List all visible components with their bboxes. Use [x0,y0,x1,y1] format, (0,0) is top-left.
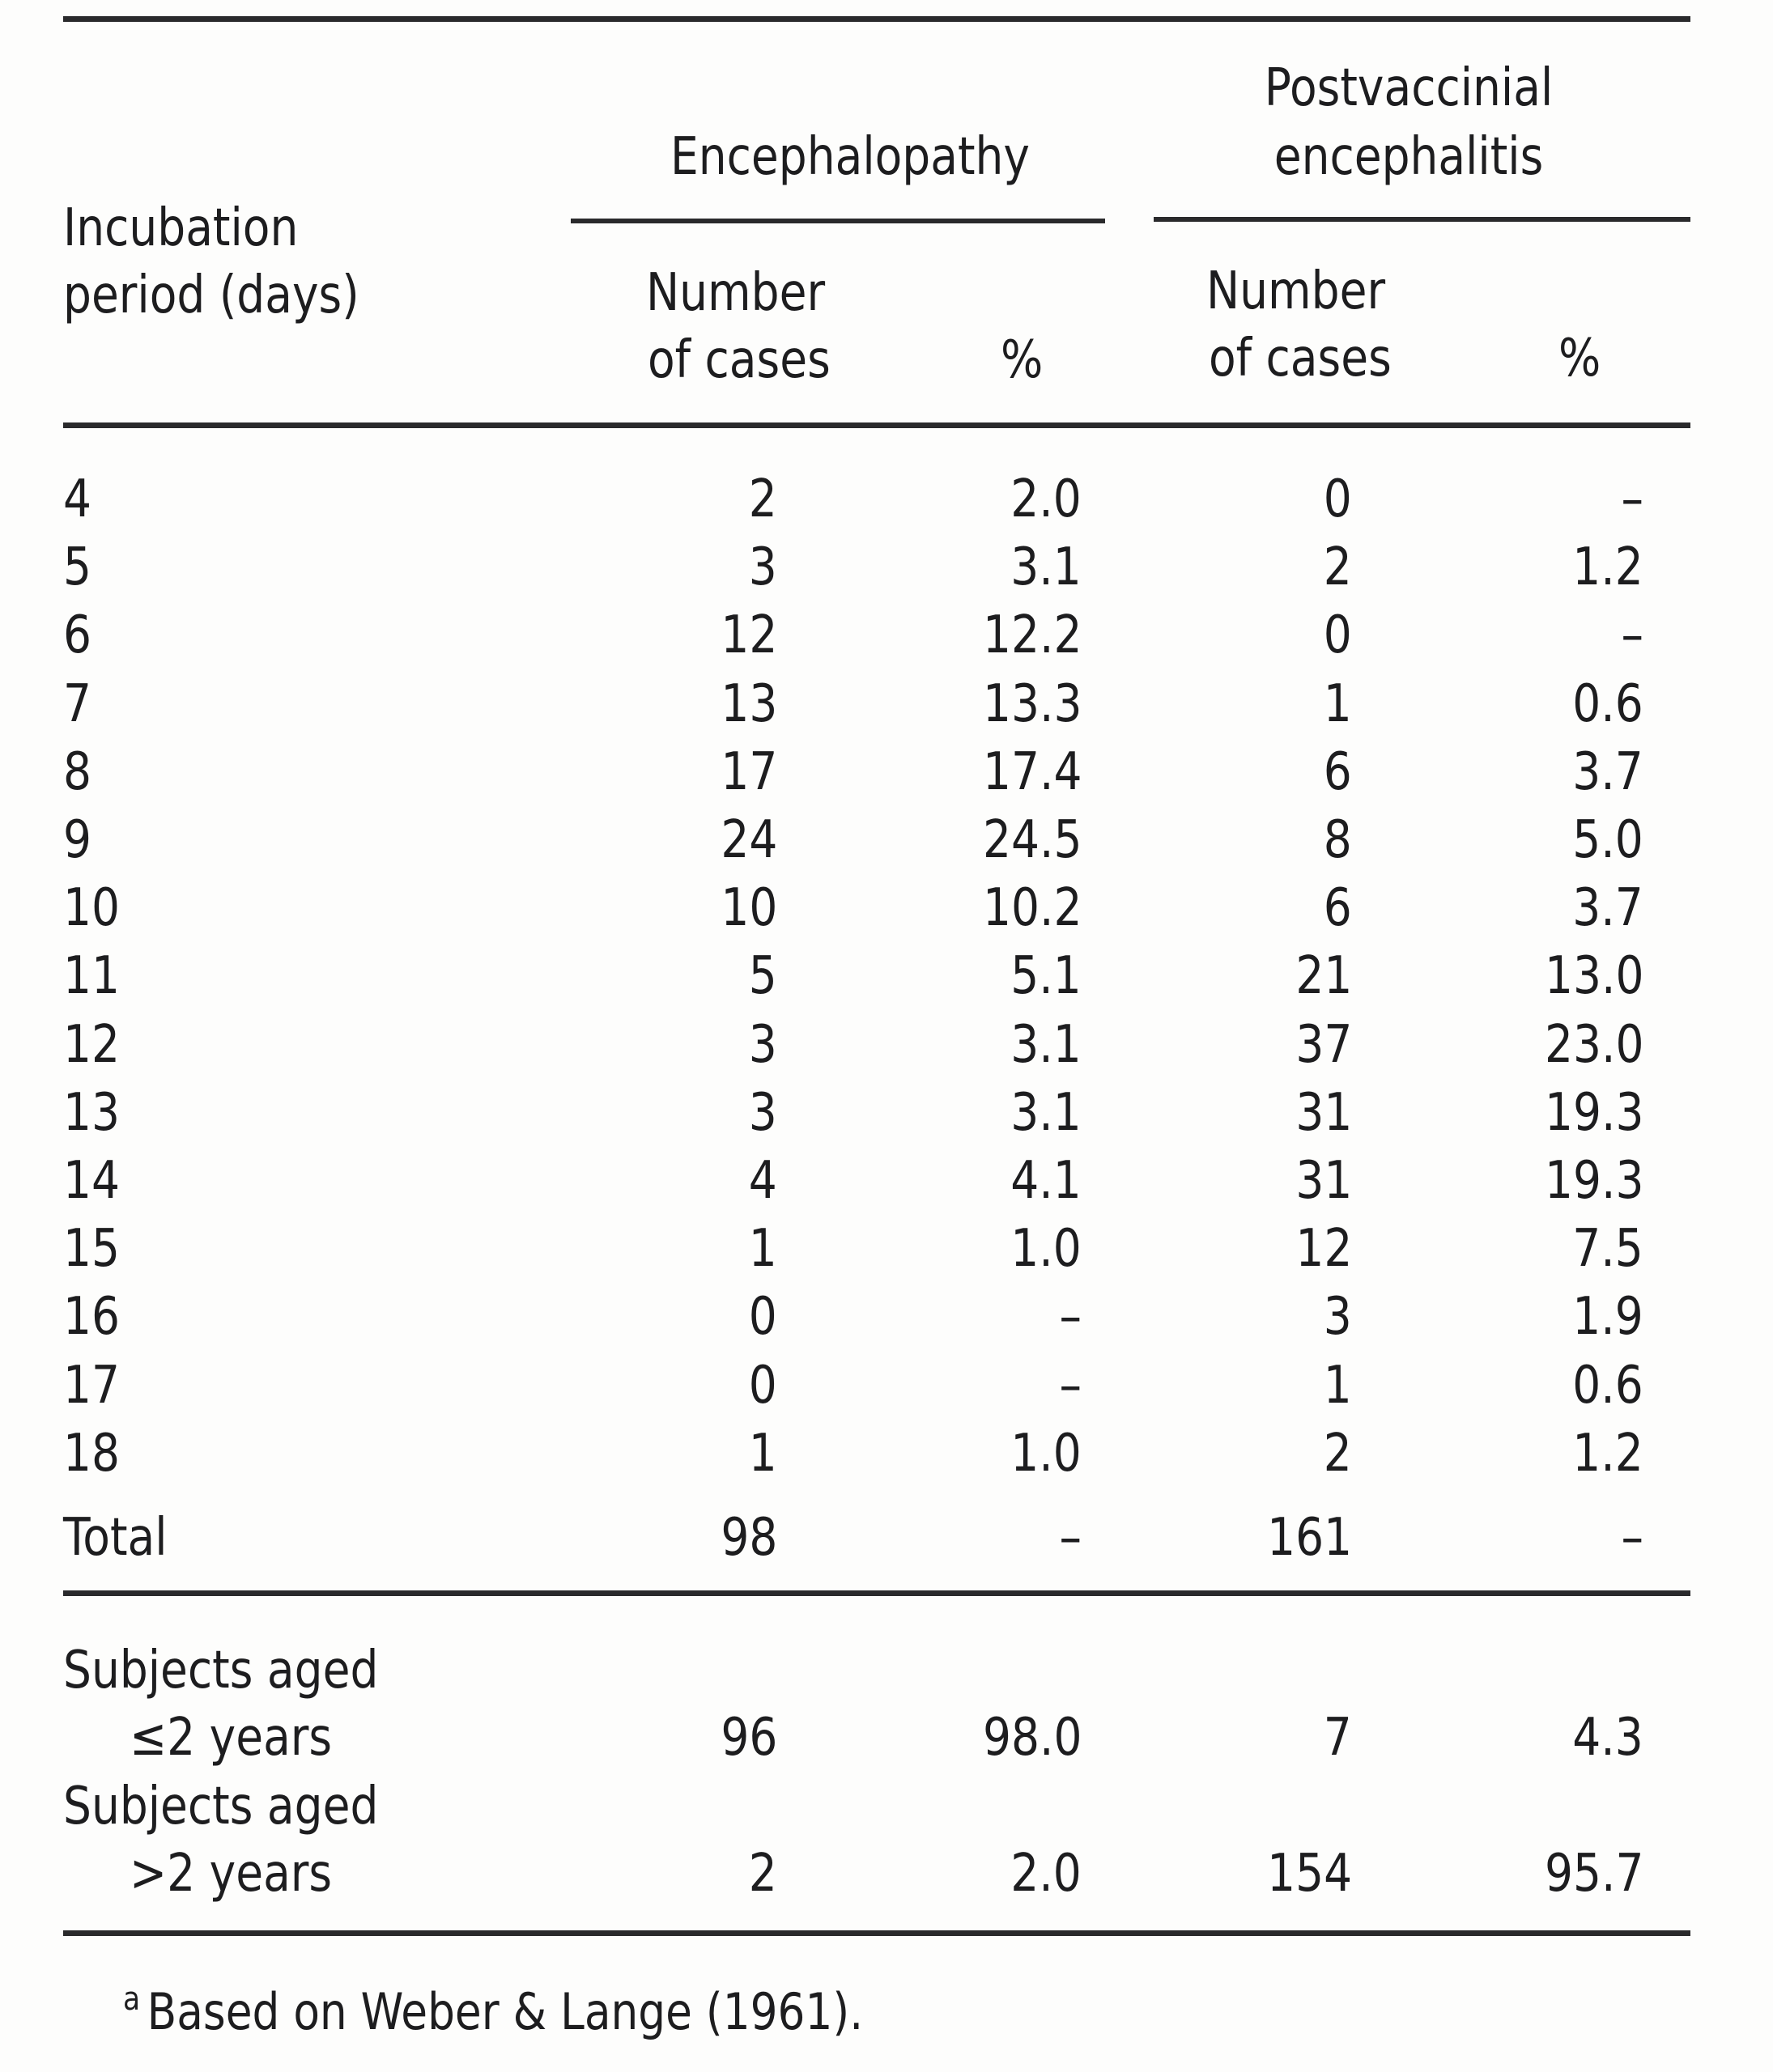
pve-percent-cell: 4.3 [1572,1708,1643,1768]
enc-percent-cell: – [1059,1287,1082,1347]
stub-header-line-1: Incubation [63,198,299,258]
enc-percent-cell: 13.3 [982,674,1082,734]
table-row-label: 16 [63,1287,121,1347]
postvaccinial-group-title-line-2: encephalitis [1273,127,1544,187]
enc-percent-cell: 3.1 [1010,1015,1082,1075]
pve-percent-cell: – [1621,469,1643,529]
enc-number-cell: 3 [748,537,777,597]
enc-percent-cell: 24.5 [982,810,1082,870]
pve-percent-cell: 1.2 [1572,537,1643,597]
pve-percent-cell: 95.7 [1544,1844,1643,1904]
pve-number-header-line-1: Number [1206,261,1386,321]
postvaccinial-group-title-line-1: Postvaccinial [1264,58,1554,118]
enc-percent-cell: 98.0 [982,1708,1082,1768]
pve-number-cell: 12 [1295,1219,1352,1279]
pve-number-header-line-2: of cases [1209,329,1392,388]
enc-number-cell: 10 [720,878,777,938]
pve-percent-cell: 0.6 [1572,1356,1643,1416]
enc-percent-cell: 3.1 [1010,1083,1082,1143]
enc-number-cell: 96 [720,1708,777,1768]
enc-number-cell: 1 [748,1424,777,1484]
enc-number-cell: 98 [720,1508,777,1568]
age-row-label-line-2: ≤2 years [130,1708,333,1768]
pve-number-cell: 161 [1266,1508,1352,1568]
enc-number-header-line-1: Number [646,263,826,323]
encephalopathy-group-title: Encephalopathy [670,127,1031,187]
pve-percent-cell: 7.5 [1572,1219,1643,1279]
table-row-label: 14 [63,1151,121,1211]
enc-number-cell: 1 [748,1219,777,1279]
pve-percent-cell: 23.0 [1544,1015,1643,1075]
pve-number-cell: 8 [1323,810,1352,870]
enc-percent-cell: – [1059,1508,1082,1568]
enc-number-cell: 2 [748,1844,777,1904]
footnote-marker: a [123,1981,141,2018]
pve-number-cell: 31 [1295,1083,1352,1143]
postvaccinial-group-rule [1154,217,1690,222]
pve-number-cell: 0 [1323,469,1352,529]
pve-percent-cell: 3.7 [1572,742,1643,802]
pve-number-cell: 1 [1323,1356,1352,1416]
stub-header-line-2: period (days) [63,265,359,325]
enc-percent-cell: 1.0 [1010,1219,1082,1279]
table-row-label: 17 [63,1356,121,1416]
age-row-label-line-1: Subjects aged [63,1641,379,1700]
enc-percent-cell: 2.0 [1010,1844,1082,1904]
pve-percent-cell: 1.9 [1572,1287,1643,1347]
pve-number-cell: 2 [1323,537,1352,597]
enc-number-cell: 3 [748,1083,777,1143]
table-row-label: 12 [63,1015,121,1075]
enc-percent-header: % [1001,330,1044,390]
footnote-text: Based on Weber & Lange (1961). [147,1982,864,2041]
enc-number-cell: 2 [748,469,777,529]
enc-number-cell: 24 [720,810,777,870]
enc-number-cell: 3 [748,1015,777,1075]
table-bottom-rule [63,1930,1690,1936]
enc-percent-cell: 2.0 [1010,469,1082,529]
enc-number-cell: 12 [720,605,777,665]
pve-percent-cell: 19.3 [1544,1083,1643,1143]
pve-percent-cell: 3.7 [1572,878,1643,938]
table-row-label: 11 [63,946,121,1006]
table-row-label: 15 [63,1219,121,1279]
enc-number-cell: 0 [748,1356,777,1416]
total-bottom-rule [63,1590,1690,1596]
table-row-label: 13 [63,1083,121,1143]
pve-number-cell: 6 [1323,742,1352,802]
top-rule [63,16,1690,22]
pve-percent-cell: 1.2 [1572,1424,1643,1484]
pve-number-cell: 37 [1295,1015,1352,1075]
enc-percent-cell: – [1059,1356,1082,1416]
pve-number-cell: 1 [1323,674,1352,734]
pve-number-cell: 31 [1295,1151,1352,1211]
pve-number-cell: 3 [1323,1287,1352,1347]
pve-number-cell: 21 [1295,946,1352,1006]
table-row-label: 10 [63,878,121,938]
table-row-label: 7 [63,674,92,734]
encephalopathy-group-rule [571,219,1105,223]
enc-percent-cell: 10.2 [982,878,1082,938]
enc-percent-cell: 3.1 [1010,537,1082,597]
enc-number-cell: 13 [720,674,777,734]
table-row-label: 9 [63,810,92,870]
enc-percent-cell: 4.1 [1010,1151,1082,1211]
total-row-label: Total [63,1508,168,1568]
enc-percent-cell: 5.1 [1010,946,1082,1006]
table-row-label: 5 [63,537,92,597]
enc-number-cell: 17 [720,742,777,802]
enc-percent-cell: 12.2 [982,605,1082,665]
age-row-label-line-2: >2 years [130,1844,333,1904]
pve-percent-cell: 5.0 [1572,810,1643,870]
enc-number-cell: 5 [748,946,777,1006]
table-row-label: 8 [63,742,92,802]
enc-number-header-line-2: of cases [648,330,831,390]
pve-percent-cell: 19.3 [1544,1151,1643,1211]
pve-percent-header: % [1558,329,1601,388]
enc-percent-cell: 17.4 [982,742,1082,802]
pve-number-cell: 154 [1266,1844,1352,1904]
age-row-label-line-1: Subjects aged [63,1777,379,1836]
pve-number-cell: 0 [1323,605,1352,665]
header-bottom-rule [63,422,1690,428]
enc-percent-cell: 1.0 [1010,1424,1082,1484]
pve-percent-cell: – [1621,1508,1643,1568]
enc-number-cell: 0 [748,1287,777,1347]
pve-percent-cell: 13.0 [1544,946,1643,1006]
enc-number-cell: 4 [748,1151,777,1211]
table-row-label: 6 [63,605,92,665]
pve-number-cell: 2 [1323,1424,1352,1484]
table-row-label: 4 [63,469,92,529]
pve-percent-cell: – [1621,605,1643,665]
pve-percent-cell: 0.6 [1572,674,1643,734]
pve-number-cell: 6 [1323,878,1352,938]
pve-number-cell: 7 [1323,1708,1352,1768]
table-row-label: 18 [63,1424,121,1484]
footnote [123,1981,864,2041]
